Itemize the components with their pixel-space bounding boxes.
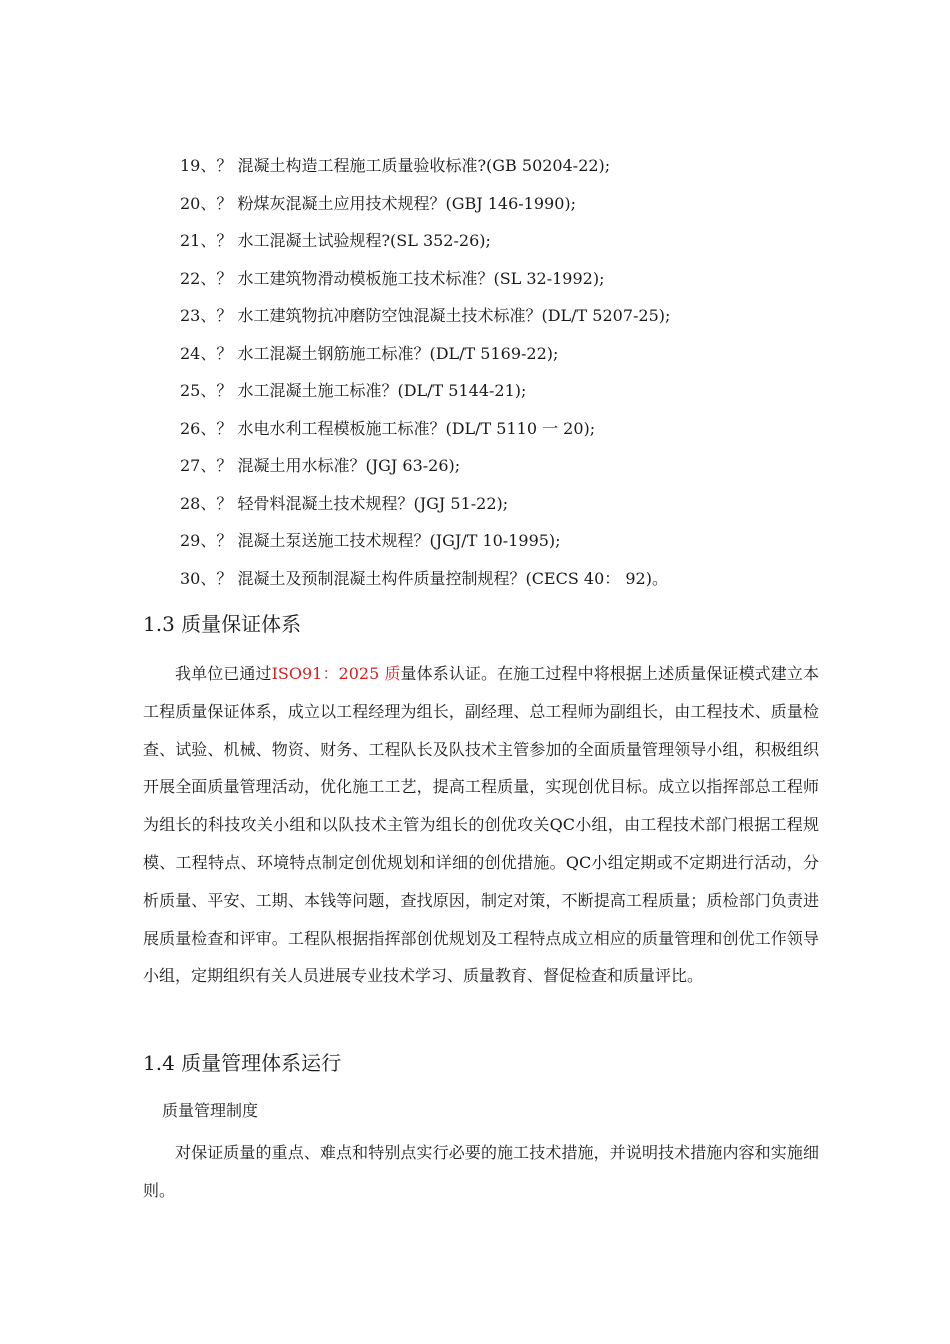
section-heading-1-4: 1.4 质量管理体系运行 [143,1051,342,1075]
standard-item: 22、？ 水工建筑物滑动模板施工技术标准？(SL 32-1992); [180,268,605,288]
standard-item: 28、？ 轻骨料混凝土技术规程？(JGJ 51-22); [180,493,509,513]
standard-item: 30、？ 混凝土及预制混凝土构件质量控制规程？(CECS 40： 92)。 [180,568,668,588]
standard-item: 23、？ 水工建筑物抗冲磨防空蚀混凝土技术标准？(DL/T 5207-25); [180,306,671,325]
standard-item: 21、？ 水工混凝土试验规程?(SL 352-26); [180,231,491,250]
standard-item: 25、？ 水工混凝土施工标准？(DL/T 5144-21); [180,381,527,400]
standard-item: 29、？ 混凝土泵送施工技术规程？(JGJ/T 10-1995); [180,531,561,550]
standard-item: 19、？ 混凝土构造工程施工质量验收标准?(GB 50204-22); [180,156,611,175]
standard-item: 27、？ 混凝土用水标准？(JGJ 63-26); [180,456,461,475]
standard-item: 26、？ 水电水利工程模板施工标准？(DL/T 5110 一 20); [180,418,596,438]
standards-list [180,147,670,597]
paragraph-text-start: 我单位已通过 [175,664,272,683]
standard-item: 24、？ 水工混凝土钢筋施工标准？(DL/T 5169-22); [180,343,559,363]
management-system-paragraph: 对保证质量的重点、难点和特别点实行必要的施工技术措施，并说明技术措施内容和实施细则。 [143,1143,819,1200]
standard-item: 20、？ 粉煤灰混凝土应用技术规程？(GBJ 146-1990); [180,193,577,213]
iso-highlight: ISO91：2025 质 [271,664,401,683]
section-heading-1-3: 1.3 质量保证体系 [143,612,302,636]
quality-assurance-paragraph [143,655,819,995]
paragraph-text-rest: 量体系认证。在施工过程中将根据上述质量保证模式建立本工程质量保证体系，成立以工程经理为组长，副经理、总工程师为副组长，由工程技术、质量检查、试验、机械、物资、财务、工程队长及队技术主管参加的全面质量管理领导小组，积极组织开展全面质量管理活动，优化施工工艺，提高工程质量，实现创优目标。成立以指挥部总工程师为组长的科技攻关小组和以队技术主管为组长的创优攻关QC小组，由工程技术部门根据工程规模、工程特点、环境特点制定创优规划和详细的创优措施。QC小组定期或不定期进行活动，分析质量、平安、工期、本钱等问题，查找原因，制定对策，不断提高工程质量；质检部门负责进展质量检查和评审。工程队根据指挥部创优规划及工程特点成立相应的质量管理和创优工作领导小组，定期组织有关人员进展专业技术学习、质量教育、督促检查和质量评比。 [143,664,819,986]
subsection-title: 质量管理制度 [162,1101,259,1120]
